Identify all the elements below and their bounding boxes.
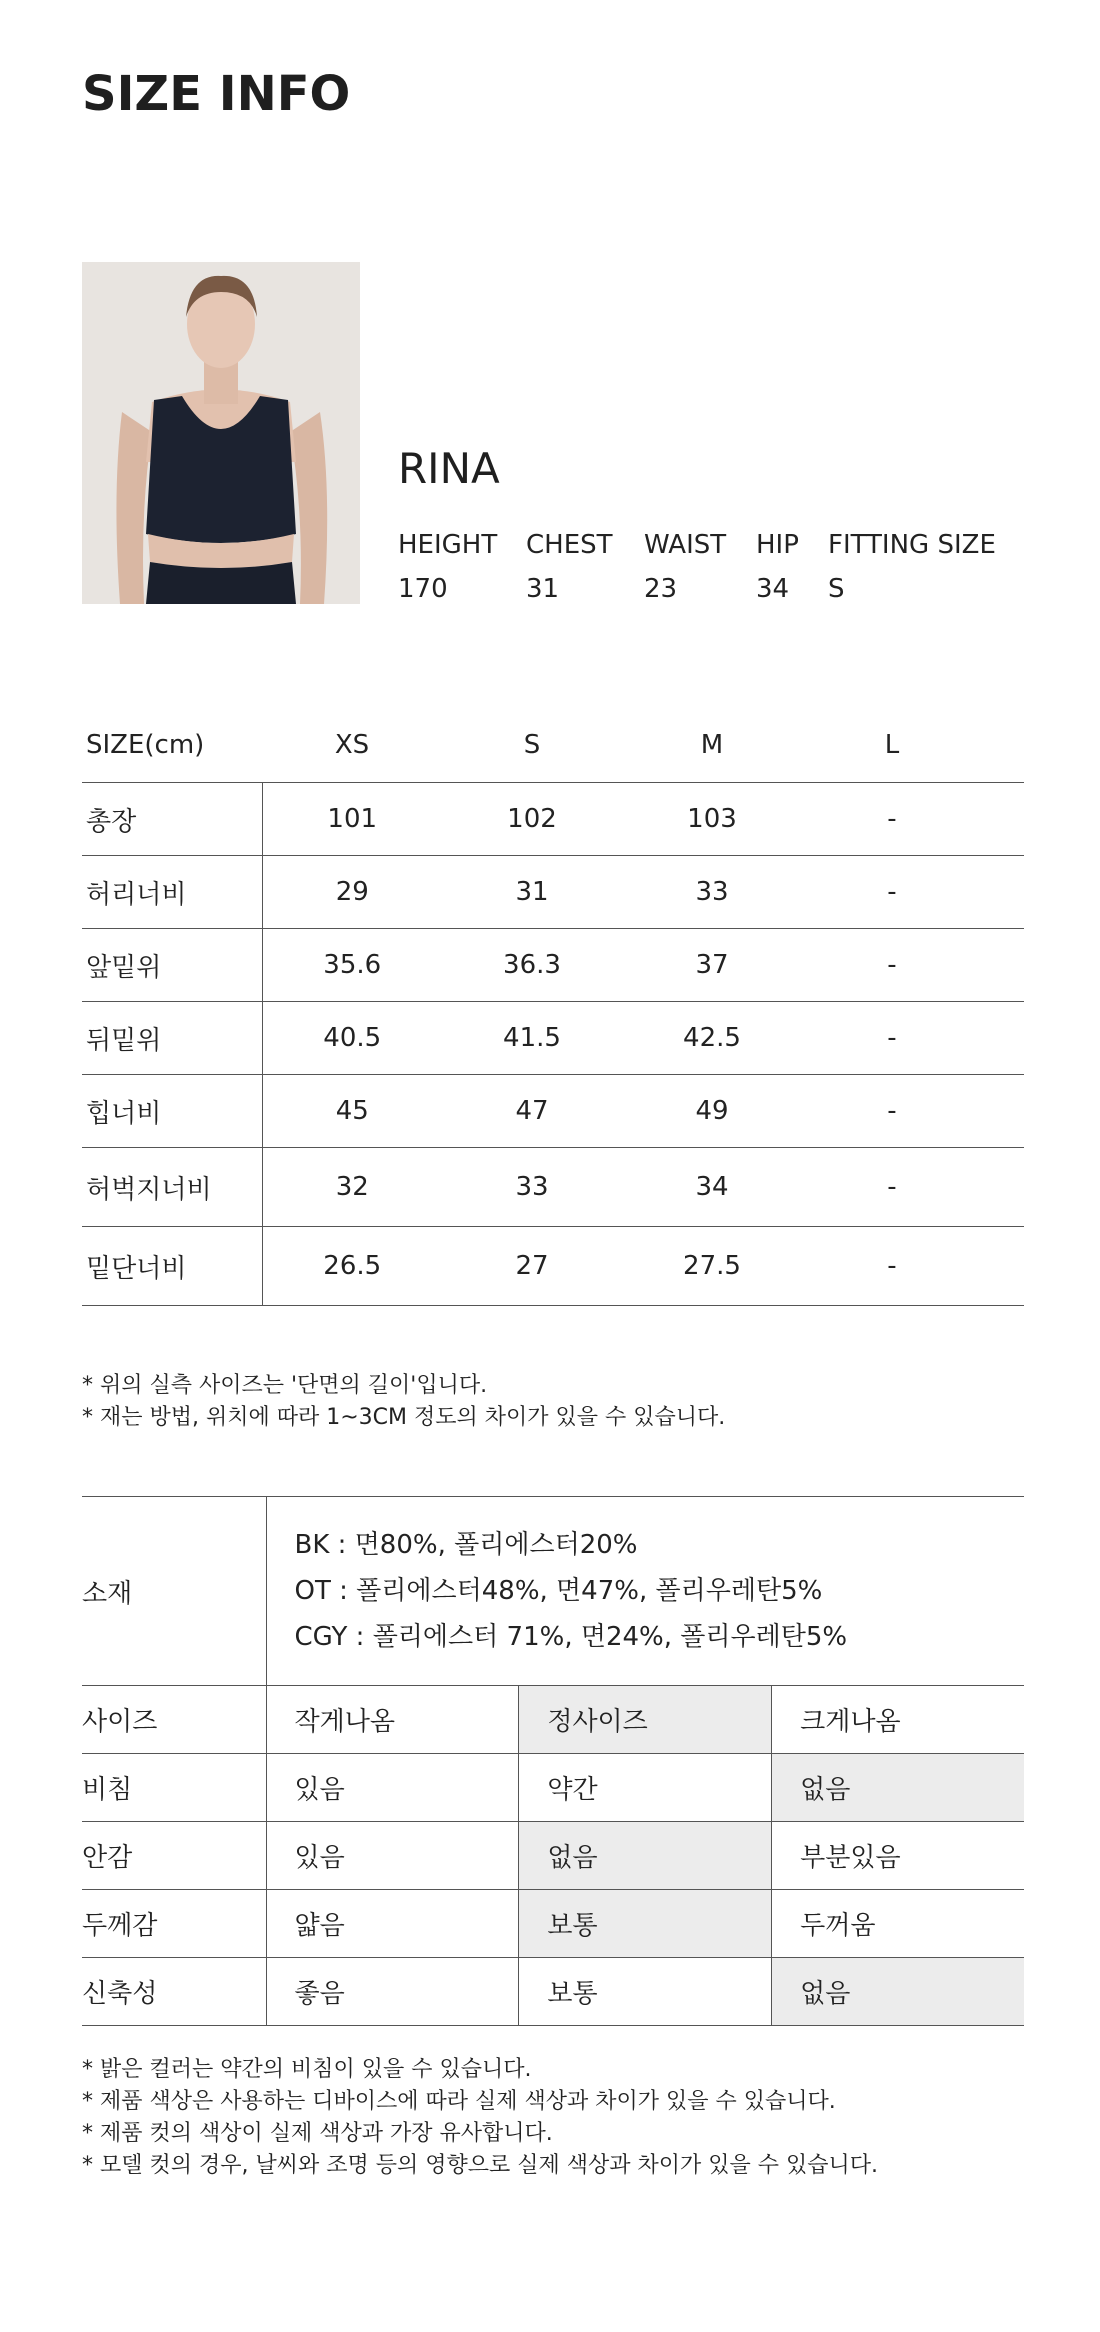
- option-cell: 있음: [266, 1754, 519, 1822]
- stat-value: 31: [526, 574, 560, 604]
- measure-value: 27: [442, 1227, 622, 1306]
- table-row: [82, 1227, 1024, 1306]
- measure-label: 허리너비: [82, 856, 262, 929]
- option-cell-selected: 없음: [772, 1754, 1024, 1822]
- size-header-cell: S: [442, 708, 622, 783]
- stat-label: CHEST: [526, 530, 613, 560]
- measure-label: 힙너비: [82, 1075, 262, 1148]
- model-stat-hip: [756, 530, 799, 604]
- measure-value: -: [802, 1002, 982, 1075]
- option-cell: 있음: [266, 1822, 519, 1890]
- model-name: RINA: [398, 444, 500, 493]
- fabric-row-stretch: [82, 1958, 1024, 2026]
- size-header-cell: M: [622, 708, 802, 783]
- measure-value: 41.5: [442, 1002, 622, 1075]
- measure-value: 40.5: [262, 1002, 442, 1075]
- fabric-row-lining: [82, 1822, 1024, 1890]
- option-cell-selected: 없음: [772, 1958, 1024, 2026]
- size-header-cell: L: [802, 708, 982, 783]
- option-cell: 좋음: [266, 1958, 519, 2026]
- fabric-row-thickness: [82, 1890, 1024, 1958]
- note-line: * 위의 실측 사이즈는 '단면의 길이'입니다.: [82, 1373, 488, 1398]
- attribute-label: 두께감: [82, 1890, 266, 1958]
- stat-value: 170: [398, 574, 448, 604]
- fabric-notes: [82, 2054, 878, 2182]
- measure-value: -: [802, 783, 982, 856]
- size-table-header: [82, 708, 1024, 783]
- model-stat-waist: [644, 530, 726, 604]
- measure-value: -: [802, 1075, 982, 1148]
- stat-label: FITTING SIZE: [828, 530, 996, 560]
- option-cell-selected: 없음: [519, 1822, 772, 1890]
- fabric-row-sheerness: [82, 1754, 1024, 1822]
- measure-value: 36.3: [442, 929, 622, 1002]
- option-cell: 약간: [519, 1754, 772, 1822]
- size-header-spacer: [982, 708, 1024, 783]
- table-row: [82, 856, 1024, 929]
- measure-value: -: [802, 856, 982, 929]
- table-row: [82, 783, 1024, 856]
- measure-label: 밑단너비: [82, 1227, 262, 1306]
- option-cell: 작게나옴: [266, 1686, 519, 1754]
- material-line: OT : 폴리에스터48%, 면47%, 폴리우레탄5%: [294, 1576, 823, 1606]
- attribute-label: 신축성: [82, 1958, 266, 2026]
- measure-value: 32: [262, 1148, 442, 1227]
- table-row: [82, 929, 1024, 1002]
- option-cell: 보통: [519, 1958, 772, 2026]
- measure-value: 42.5: [622, 1002, 802, 1075]
- page-title: SIZE INFO: [82, 66, 351, 122]
- measure-value: 102: [442, 783, 622, 856]
- stat-label: HEIGHT: [398, 530, 498, 560]
- row-spacer: [982, 1227, 1024, 1306]
- row-spacer: [982, 783, 1024, 856]
- option-cell-selected: 보통: [519, 1890, 772, 1958]
- option-cell: 얇음: [266, 1890, 519, 1958]
- measure-value: 103: [622, 783, 802, 856]
- stat-value: 34: [756, 574, 790, 604]
- fabric-row-size: [82, 1686, 1024, 1754]
- stat-value: 23: [644, 574, 678, 604]
- row-spacer: [982, 1148, 1024, 1227]
- measure-value: -: [802, 929, 982, 1002]
- measure-value: 37: [622, 929, 802, 1002]
- row-spacer: [982, 1075, 1024, 1148]
- stat-label: HIP: [756, 530, 799, 560]
- measure-label: 뒤밑위: [82, 1002, 262, 1075]
- material-line: CGY : 폴리에스터 71%, 면24%, 폴리우레탄5%: [294, 1622, 848, 1652]
- size-header-cell: SIZE(cm): [82, 708, 262, 783]
- measure-value: 35.6: [262, 929, 442, 1002]
- option-cell-selected: 정사이즈: [519, 1686, 772, 1754]
- stat-label: WAIST: [644, 530, 727, 560]
- fabric-table: [82, 1496, 1024, 2026]
- measure-value: 26.5: [262, 1227, 442, 1306]
- size-header-cell: XS: [262, 708, 442, 783]
- row-spacer: [982, 1002, 1024, 1075]
- measure-value: 27.5: [622, 1227, 802, 1306]
- measure-label: 총장: [82, 783, 262, 856]
- measure-value: 101: [262, 783, 442, 856]
- measure-value: 31: [442, 856, 622, 929]
- note-line: * 모델 컷의 경우, 날씨와 조명 등의 영향으로 실제 색상과 차이가 있을 수 있습니다.: [82, 2153, 878, 2178]
- row-spacer: [982, 929, 1024, 1002]
- stat-value: S: [828, 574, 845, 604]
- measure-value: 49: [622, 1075, 802, 1148]
- note-line: * 밝은 컬러는 약간의 비침이 있을 수 있습니다.: [82, 2057, 532, 2082]
- attribute-label: 사이즈: [82, 1686, 266, 1754]
- note-line: * 제품 색상은 사용하는 디바이스에 따라 실제 색상과 차이가 있을 수 있습니다.: [82, 2089, 836, 2114]
- note-line: * 제품 컷의 색상이 실제 색상과 가장 유사합니다.: [82, 2121, 553, 2146]
- size-notes: [82, 1370, 725, 1434]
- model-stat-height: [398, 530, 497, 604]
- attribute-label: 안감: [82, 1822, 266, 1890]
- model-photo: [82, 262, 360, 604]
- material-line: BK : 면80%, 폴리에스터20%: [294, 1530, 638, 1560]
- measure-value: 33: [442, 1148, 622, 1227]
- row-spacer: [982, 856, 1024, 929]
- table-row: [82, 1075, 1024, 1148]
- table-row: [82, 1002, 1024, 1075]
- measure-value: 34: [622, 1148, 802, 1227]
- measure-value: 33: [622, 856, 802, 929]
- option-cell: 크게나옴: [772, 1686, 1024, 1754]
- model-stat-fitting-size: [828, 530, 996, 604]
- material-label: 소재: [82, 1497, 266, 1686]
- measure-label: 허벅지너비: [82, 1148, 262, 1227]
- measure-label: 앞밑위: [82, 929, 262, 1002]
- note-line: * 재는 방법, 위치에 따라 1~3CM 정도의 차이가 있을 수 있습니다.: [82, 1405, 726, 1430]
- material-row: [82, 1497, 1024, 1686]
- measure-value: -: [802, 1227, 982, 1306]
- size-table: [82, 708, 1024, 1306]
- measure-value: 45: [262, 1075, 442, 1148]
- option-cell: 두꺼움: [772, 1890, 1024, 1958]
- option-cell: 부분있음: [772, 1822, 1024, 1890]
- attribute-label: 비침: [82, 1754, 266, 1822]
- table-row: [82, 1148, 1024, 1227]
- measure-value: 29: [262, 856, 442, 929]
- model-stat-chest: [526, 530, 613, 604]
- measure-value: -: [802, 1148, 982, 1227]
- measure-value: 47: [442, 1075, 622, 1148]
- material-composition: [266, 1497, 1024, 1686]
